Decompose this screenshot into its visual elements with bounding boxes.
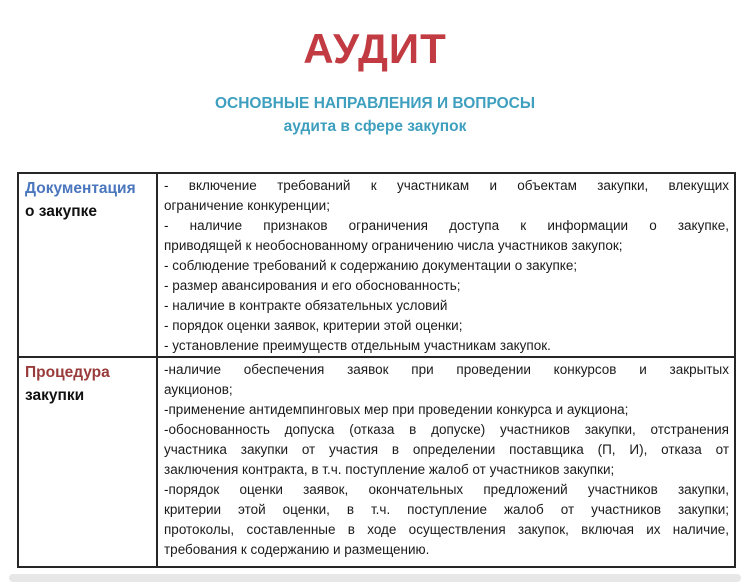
bullet-item bbox=[164, 336, 729, 356]
bottom-shadow-bar bbox=[9, 574, 741, 582]
row-header-subtitle: о закупке bbox=[25, 203, 98, 220]
bullet-line: -применение антидемпинговых мер при проведении конкурса и аукциона; bbox=[164, 402, 629, 417]
row-header-title: Процедура bbox=[25, 364, 110, 381]
subtitle-line-1: ОСНОВНЫЕ НАПРАВЛЕНИЯ И ВОПРОСЫ bbox=[214, 95, 535, 112]
bullet-item bbox=[164, 296, 729, 316]
bullet-item bbox=[164, 316, 729, 336]
bullet-line: - наличие в контракте обязательных условий bbox=[164, 298, 448, 313]
bullet-item bbox=[164, 480, 729, 560]
bullet-line: - наличие признаков ограничения доступа к информации о закупке, bbox=[164, 218, 729, 233]
row-header-subtitle: закупки bbox=[25, 387, 85, 404]
bullet-item bbox=[164, 400, 729, 420]
bullet-line: - включение требований к участникам и объектам закупки, влекущих bbox=[164, 178, 729, 193]
bullet-line: - размер авансирования и его обоснованность; bbox=[164, 278, 461, 293]
bullet-line: -наличие обеспечения заявок при проведении конкурсов и закрытых bbox=[164, 362, 729, 377]
row-content-cell-documentation bbox=[157, 173, 735, 357]
bullet-line: ограничение конкуренции; bbox=[164, 198, 330, 213]
bullet-item bbox=[164, 176, 729, 216]
bullet-line: аукционов; bbox=[164, 382, 233, 397]
bullet-line: критерии этой оценки, в т.ч. поступление жалоб от участников закупки; bbox=[164, 502, 729, 517]
row-header-cell-procedure bbox=[18, 357, 157, 567]
bullet-line: - порядок оценки заявок, критерии этой оценки; bbox=[164, 318, 463, 333]
table-row-documentation bbox=[18, 173, 735, 357]
bullet-line: протоколы, составленные в ходе осуществления закупок, включая их наличие, bbox=[164, 522, 729, 537]
row-header-title: Документация bbox=[25, 180, 136, 197]
bullet-item bbox=[164, 276, 729, 296]
subtitle-line-2: аудита в сфере закупок bbox=[283, 118, 467, 135]
bullet-line: приводящей к необоснованному ограничению числа участников закупок; bbox=[164, 238, 623, 253]
bullet-line: заключения контракта, в т.ч. поступление жалоб от участников закупки; bbox=[164, 462, 615, 477]
bullet-item bbox=[164, 360, 729, 400]
bullet-item bbox=[164, 216, 729, 256]
bullet-item bbox=[164, 420, 729, 480]
bullet-item bbox=[164, 256, 729, 276]
bullet-line: -порядок оценки заявок, окончательных предложений участников закупки, bbox=[164, 482, 729, 497]
bullet-line: требования к содержанию и размещению. bbox=[164, 542, 430, 557]
table-row-procedure bbox=[18, 357, 735, 567]
audit-table bbox=[17, 172, 736, 568]
page-title: АУДИТ bbox=[303, 25, 447, 72]
row-content-cell-procedure bbox=[157, 357, 735, 567]
bullet-line: - установление преимуществ отдельным участникам закупок. bbox=[164, 338, 551, 353]
row-header-cell-documentation bbox=[18, 173, 157, 357]
bullet-line: -обоснованность допуска (отказа в допуске) участников закупки, отстранения bbox=[164, 422, 729, 437]
bullet-line: участника закупки от участия в определении поставщика (П, И), отказа от bbox=[164, 442, 729, 457]
bullet-line: - соблюдение требований к содержанию документации о закупке; bbox=[164, 258, 578, 273]
slide bbox=[0, 26, 750, 587]
